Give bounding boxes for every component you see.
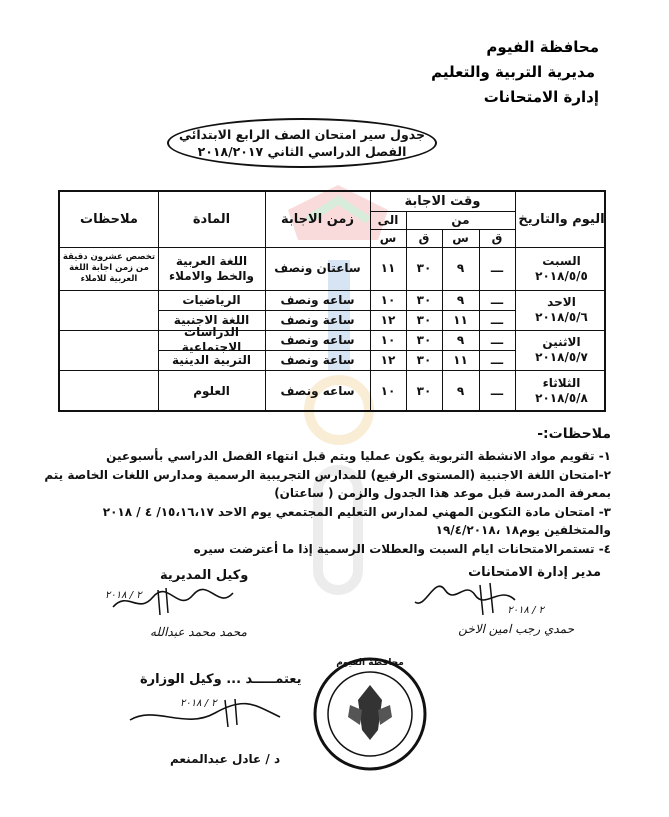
note-cell: تخصص عشرون دقيقة من زمن اجابة اللغة العربية للاملاء: [62, 252, 156, 284]
table-row-day: [515, 370, 608, 412]
stamp-text: محافظة الفيوم: [336, 658, 404, 668]
to-minute-cell: ٣٠: [416, 312, 432, 327]
to-minute-cell: ٣٠: [416, 352, 432, 367]
deputy-directorate-name: محمد محمد عبدالله: [150, 625, 247, 639]
day-name: الثلاثاء: [542, 376, 581, 390]
day-date: ٢٠١٨/٥/٨: [535, 391, 588, 405]
duration-cell: ساعة ونصف: [280, 312, 355, 327]
header-subject: المادة: [192, 212, 231, 227]
header-notes: ملاحظات: [80, 212, 138, 227]
to-minute-cell: ٣٠: [416, 292, 432, 307]
from-hour-cell: ١١: [453, 352, 468, 367]
header-from: من: [451, 212, 470, 227]
title-line-2: الفصل الدراسي الثاني ٢٠١٨/٢٠١٧: [197, 144, 407, 159]
from-minute-cell: ـــ: [490, 292, 504, 307]
from-minute-cell: ـــ: [490, 261, 504, 275]
note-item: ٤- تستمرالامتحانات ايام السبت والعطلات الرسمية إذا ما أعترضت سيره: [193, 542, 611, 556]
to-hour-cell: ١٠: [380, 292, 396, 307]
exams-manager-title: مدير إدارة الامتحانات: [468, 565, 601, 580]
day-name: السبت: [542, 253, 581, 268]
day-date: ٢٠١٨/٥/٧: [535, 350, 588, 364]
header-day-date: اليوم والتاريخ: [518, 212, 605, 227]
table-row-day: [515, 247, 608, 290]
from-hour-cell: ٩: [456, 383, 465, 398]
exams-manager-name: حمدي رجب امين الاخن: [458, 622, 574, 636]
subject-cell: الدراسات الاجتماعية: [181, 325, 242, 354]
undersecretary-date: ٢ / ٢٠١٨: [180, 698, 217, 709]
day-name: الاثنين: [542, 335, 581, 349]
undersecretary-name: د / عادل عبدالمنعم: [170, 752, 281, 766]
header-to-hour: س: [379, 230, 397, 245]
header-from-minute: ق: [491, 230, 503, 245]
approval-title: يعتمـــــد ... وكيل الوزارة: [140, 672, 302, 687]
duration-cell: ساعتان ونصف: [274, 261, 361, 275]
from-minute-cell: ـــ: [490, 352, 504, 367]
duration-cell: ساعة ونصف: [280, 352, 355, 367]
from-minute-cell: ـــ: [490, 332, 504, 347]
department-name: إدارة الامتحانات: [483, 88, 599, 106]
exams-manager-date: ٢ / ٢٠١٨: [507, 605, 544, 616]
subject-cell: اللغة العربية والخط والاملاء: [169, 253, 254, 283]
table-row-day: [515, 330, 608, 370]
header-duration: زمن الاجابة: [281, 212, 354, 227]
note-item: ٢-امتحان اللغة الاجنبية (المستوى الرفيع) للمدارس التجريبية الرسمية ومدارس اللغات الخاصة يتم بمعرفة المدرسة قبل موعد هذا الجدول والزمن ( ساعتان): [44, 468, 611, 500]
from-hour-cell: ١١: [453, 312, 468, 327]
note-item: ٣- امتحان مادة التكوين المهني لمدارس التعليم المجتمعي يوم الاحد ١٥،١٦،١٧/ ٤ / ٢٠١٨ والمتخلفين يوم١٨ ،١٩/٤/٢٠١٨: [102, 505, 611, 537]
duration-cell: ساعه ونصف: [280, 292, 355, 307]
subject-cell: التربية الدينية: [172, 352, 251, 367]
subject-cell: العلوم: [193, 383, 230, 398]
header-to-minute: ق: [418, 230, 430, 245]
deputy-directorate-title: وكيل المديرية: [160, 568, 249, 583]
duration-cell: ساعه ونصف: [280, 332, 355, 347]
from-minute-cell: ـــ: [490, 312, 504, 327]
schedule-table: [58, 190, 606, 412]
duration-cell: ساعه ونصف: [280, 383, 355, 398]
header-from-hour: س: [452, 230, 469, 245]
from-hour-cell: ٩: [456, 332, 465, 347]
subject-cell: اللغة الاجنبية: [173, 312, 250, 327]
to-hour-cell: ١٢: [380, 312, 396, 327]
to-minute-cell: ٣٠: [416, 261, 432, 275]
notes-section: [40, 425, 611, 559]
day-date: ٢٠١٨/٥/٦: [535, 310, 588, 324]
subject-cell: الرياضيات: [182, 292, 241, 307]
eagle-stamp-icon: [310, 655, 430, 773]
to-hour-cell: ١١: [380, 261, 396, 275]
title-line-1: جدول سير امتحان الصف الرابع الابتدائي: [179, 127, 425, 142]
official-stamp: [310, 655, 430, 773]
note-item: ١- تقويم مواد الانشطة التربوية يكون عمليا ويتم قبل انتهاء الفصل الدراسي بأسبوعين: [106, 449, 611, 463]
header-to: الى: [377, 212, 399, 227]
schedule-title-box: [167, 118, 437, 168]
from-minute-cell: ـــ: [490, 383, 504, 398]
from-hour-cell: ٩: [456, 292, 465, 307]
to-hour-cell: ١٢: [380, 352, 396, 367]
header-answer-time: وقت الاجابة: [404, 194, 481, 209]
governorate-name: محافظة الفيوم: [486, 38, 599, 56]
deputy-directorate-date: ٢ / ٢٠١٨: [105, 590, 142, 601]
notes-title: ملاحظات:-: [537, 426, 611, 442]
directorate-name: مديرية التربية والتعليم: [431, 63, 595, 81]
table-row-day: [515, 290, 608, 330]
from-hour-cell: ٩: [456, 261, 465, 275]
to-hour-cell: ١٠: [380, 332, 396, 347]
to-hour-cell: ١٠: [380, 383, 396, 398]
day-name: الاحد: [547, 295, 576, 309]
to-minute-cell: ٣٠: [416, 383, 432, 398]
day-date: ٢٠١٨/٥/٥: [535, 268, 588, 283]
to-minute-cell: ٣٠: [416, 332, 432, 347]
